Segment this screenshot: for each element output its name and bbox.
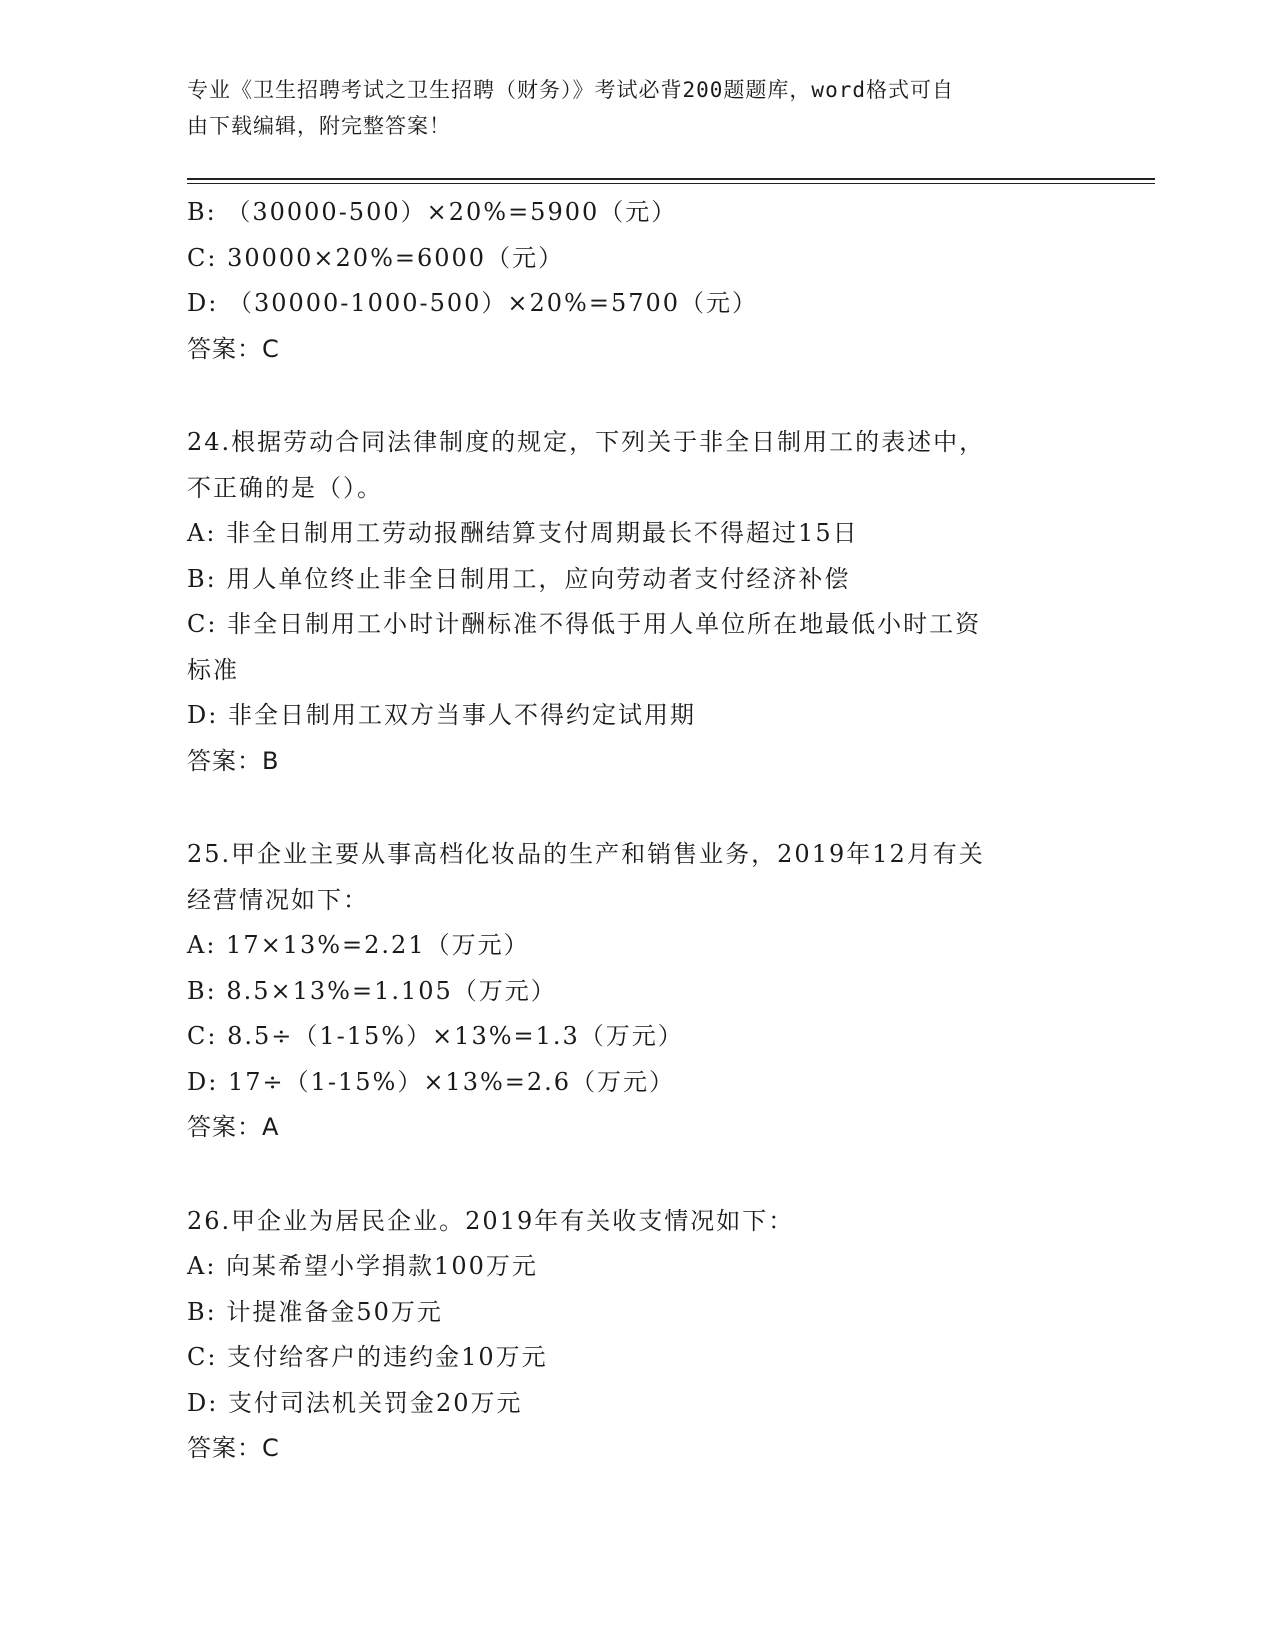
answer: 答案：C (187, 334, 280, 363)
answer: 答案：A (187, 1113, 280, 1141)
header-line-2: 由下载编辑，附完整答案！ (187, 114, 451, 138)
option-d: D: 支付司法机关罚金20万元 (187, 1388, 523, 1417)
question-list (187, 190, 1087, 1472)
option-b: B: 用人单位终止非全日制用工，应向劳动者支付经济补偿 (187, 564, 851, 593)
option-c-continued: 标准 (187, 655, 239, 684)
question-25 (187, 832, 1087, 1151)
header-divider-thin (187, 183, 1155, 184)
question-stem: 26.甲企业为居民企业。2019年有关收支情况如下： (187, 1206, 795, 1235)
document-header (187, 72, 1067, 144)
option-b: B: （30000-500）×20%=5900（元） (187, 198, 678, 226)
option-b: B: 8.5×13%=1.105（万元） (187, 976, 557, 1005)
option-d: D: 17÷（1-15%）×13%=2.6（万元） (187, 1067, 676, 1096)
question-stem: 25.甲企业主要从事高档化妆品的生产和销售业务，2019年12月有关 (187, 840, 985, 868)
option-a: A: 非全日制用工劳动报酬结算支付周期最长不得超过15日 (187, 519, 859, 547)
question-26 (187, 1199, 1087, 1472)
answer: 答案：C (187, 1434, 280, 1462)
question-stem-continued: 经营情况如下： (187, 885, 369, 914)
option-c: C: 30000×20%=6000（元） (187, 243, 565, 272)
question-stem-continued: 不正确的是（）。 (187, 473, 383, 502)
option-b: B: 计提准备金50万元 (187, 1297, 443, 1326)
option-a: A: 17×13%=2.21（万元） (187, 931, 530, 959)
option-c: C: 非全日制用工小时计酬标准不得低于用人单位所在地最低小时工资 (187, 610, 982, 638)
option-c: C: 8.5÷（1-15%）×13%=1.3（万元） (187, 1022, 684, 1050)
header-divider-thick (187, 178, 1155, 180)
option-d: D: 非全日制用工双方当事人不得约定试用期 (187, 701, 696, 729)
header-line-1: 专业《卫生招聘考试之卫生招聘（财务）》考试必背200题题库，word格式可自 (187, 78, 954, 102)
option-c: C: 支付给客户的违约金10万元 (187, 1343, 548, 1371)
option-a: A: 向某希望小学捐款100万元 (187, 1252, 538, 1280)
question-23 (187, 190, 1087, 372)
question-stem: 24.根据劳动合同法律制度的规定，下列关于非全日制用工的表述中， (187, 428, 986, 456)
question-24 (187, 420, 1087, 784)
option-d: D: （30000-1000-500）×20%=5700（元） (187, 289, 759, 317)
answer: 答案：B (187, 746, 280, 775)
